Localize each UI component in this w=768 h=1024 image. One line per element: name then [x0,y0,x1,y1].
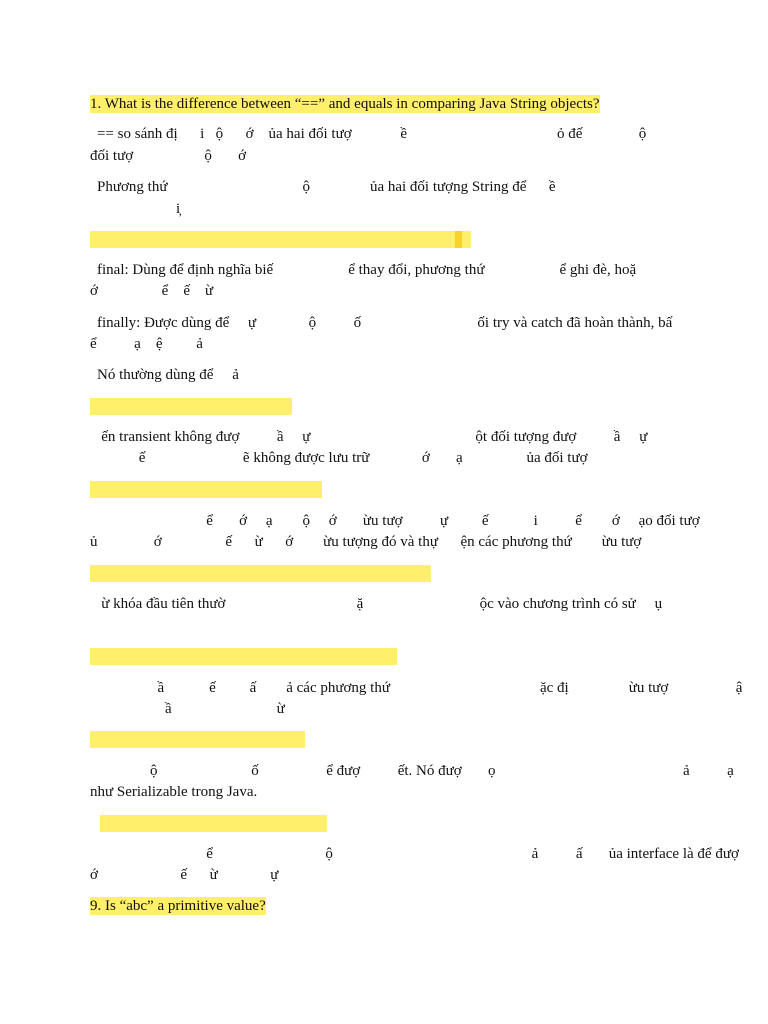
q2-answer-line-2: ớ ể ế ừ [90,283,214,299]
q1-answer-line-4: i̦ [176,201,181,217]
q2-answer-line-4: ể ạ ệ ả [90,336,203,352]
q1-answer-line-1: == so sánh đị i ộ ớ ủa hai đối tượ ề ỏ đế ộ [97,126,647,142]
q4-answer-line-1: ể ớ ạ ộ ớ ừu tượ ự ế i ể ớ ạo đối tượ [90,513,700,529]
q2-answer-line-3: finally: Được dùng để ự ộ ố ối try và catch đã hoàn thành, bấ [97,315,673,331]
q7-answer-line-1: ộ ố ể đượ ết. Nó đượ ọ ả ạ [90,763,734,779]
q1-answer-line-2: đối tượ ộ ớ [90,148,247,164]
question-9-heading: 9. Is “abc” a primitive value? [90,898,266,914]
q8-answer-line-1: ể ộ ả ấ ủa interface là để đượ [90,846,739,862]
q3-answer-line-1: ến transient không đượ ầ ự ột đối tượng đượ ầ ự [90,429,648,445]
question-8-highlight [100,815,327,832]
question-1-heading: 1. What is the difference between “==” and equals in comparing Java String objects? [90,96,600,112]
question-5-highlight [90,565,431,582]
question-2-highlight [90,231,471,248]
highlight-mark [455,231,462,248]
question-6-highlight [90,648,397,665]
q7-answer-line-2: như Serializable trong Java. [90,784,258,800]
q5-answer-line-1: ừ khóa đầu tiên thườ ặ ộc vào chương trình có sử ụ [90,596,663,612]
question-4-highlight [90,481,322,498]
q2-answer-line-1: final: Dùng để định nghĩa biế ể thay đổi, phương thứ ể ghi đè, hoặ [97,262,637,278]
q4-answer-line-2: ủ ớ ế ừ ớ ừu tượng đó và thự ện các phương thứ ừu tượ [90,534,642,550]
question-7-highlight [90,731,305,748]
q8-answer-line-2: ớ ế ừ ự [90,867,279,883]
q2-answer-line-5: Nó thường dùng để ả [97,367,239,383]
q3-answer-line-2: ế ẽ không được lưu trữ ớ ạ ủa đối tượ [90,450,588,466]
q6-answer-line-2: ầ ừ [90,701,285,717]
q1-answer-line-3: Phương thứ ộ ủa hai đối tượng String để ề [97,179,556,195]
q6-answer-line-1: ầ ế ấ ả các phương thứ ặc đị ừu tượ ậ [90,680,743,696]
question-3-highlight [90,398,292,415]
